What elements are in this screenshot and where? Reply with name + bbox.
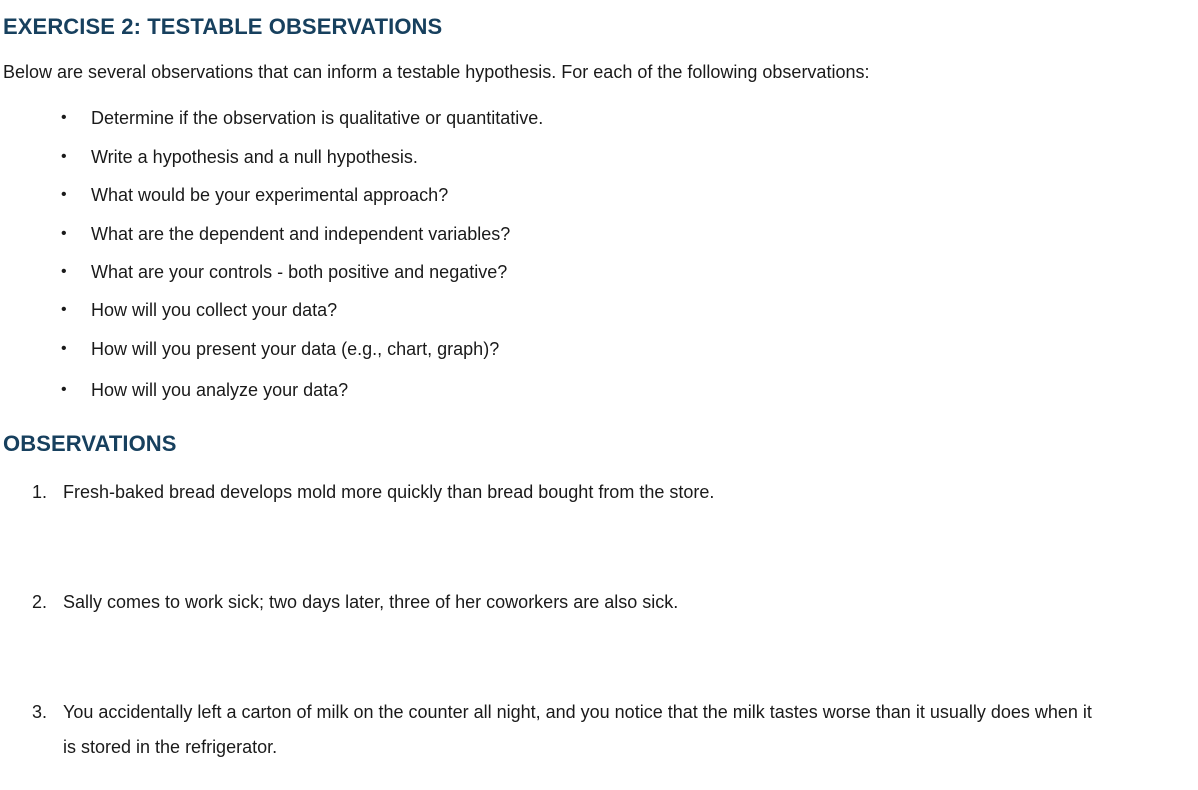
instruction-text: Determine if the observation is qualitative or quantitative. <box>91 108 544 128</box>
bullet-icon: • <box>61 263 67 280</box>
exercise-heading: EXERCISE 2: TESTABLE OBSERVATIONS <box>3 14 443 39</box>
bullet-icon: • <box>61 225 67 242</box>
observations-heading: OBSERVATIONS <box>3 431 177 456</box>
bullet-icon: • <box>61 148 67 165</box>
instruction-text: How will you analyze your data? <box>91 380 349 400</box>
bullet-icon: • <box>61 381 67 398</box>
bullet-icon: • <box>61 186 67 203</box>
instruction-text: How will you present your data (e.g., chart, graph)? <box>91 339 500 359</box>
observation-number: 3. <box>32 702 48 722</box>
instruction-text: How will you collect your data? <box>91 300 338 320</box>
observation-number: 2. <box>32 592 48 612</box>
bullet-icon: • <box>61 109 67 126</box>
instruction-text: What are your controls - both positive and negative? <box>91 262 508 282</box>
instruction-text: Write a hypothesis and a null hypothesis. <box>91 147 418 167</box>
instruction-text: What are the dependent and independent variables? <box>91 224 511 244</box>
bullet-icon: • <box>61 301 67 318</box>
observation-text: You accidentally left a carton of milk on the counter all night, and you notice that the milk tastes worse than it usually does when it is stored in the refrigerator. <box>63 702 1092 757</box>
observation-number: 1. <box>32 482 48 502</box>
bullet-icon: • <box>61 340 67 357</box>
exercise-intro: Below are several observations that can inform a testable hypothesis. For each of the following observations: <box>3 62 870 82</box>
instruction-text: What would be your experimental approach? <box>91 185 449 205</box>
observation-text: Sally comes to work sick; two days later, three of her coworkers are also sick. <box>63 592 679 612</box>
observation-text: Fresh-baked bread develops mold more quickly than bread bought from the store. <box>63 482 715 502</box>
